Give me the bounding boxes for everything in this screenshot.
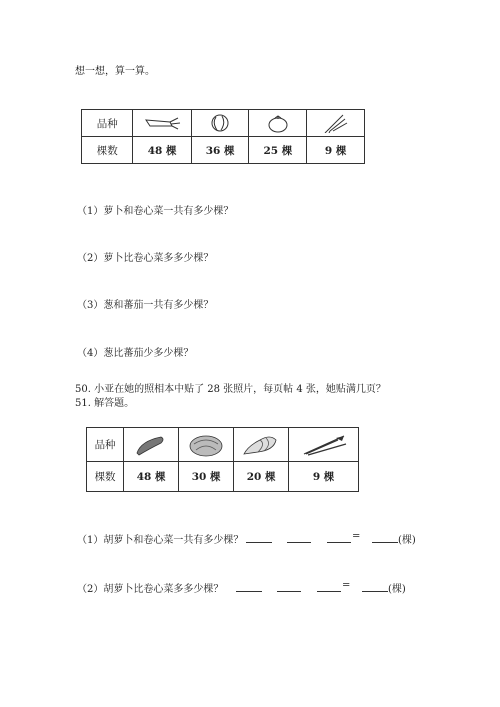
carrot-icon <box>124 428 179 462</box>
equals-sign: = <box>352 531 361 542</box>
question2-2 <box>77 580 223 595</box>
answer-blank[interactable] <box>277 580 301 592</box>
table1-count: 25 棵 <box>249 137 307 164</box>
equals-sign: = <box>342 580 351 591</box>
table2-header-label: 品种 <box>87 428 124 462</box>
question2-1-text: （1）胡萝卜和卷心菜一共有多少棵？ <box>77 535 244 546</box>
question2-1 <box>77 531 243 546</box>
cabbage-icon <box>179 428 234 462</box>
answer-blank[interactable] <box>372 531 398 543</box>
scallion-icon <box>307 110 365 137</box>
question-3: （3）葱和蕃茄一共有多少棵？ <box>77 300 214 311</box>
table1-header-label: 品种 <box>82 110 133 137</box>
scallion-icon <box>289 428 359 462</box>
table1-count: 48 棵 <box>133 137 191 164</box>
unit-label: (棵) <box>398 535 416 546</box>
table2-count: 20 棵 <box>234 462 289 492</box>
answer-blank[interactable] <box>236 580 262 592</box>
answer-blank[interactable] <box>317 580 341 592</box>
vegetable-table-2 <box>86 427 359 492</box>
cabbage-icon <box>191 110 249 137</box>
instruction-text: 想一想，算一算。 <box>75 66 155 77</box>
table1-count: 36 棵 <box>191 137 249 164</box>
vegetable-table-1 <box>81 109 365 164</box>
unit-label: (棵) <box>388 584 406 595</box>
question-1: （1）萝卜和卷心菜一共有多少棵？ <box>77 206 234 217</box>
table1-count-label: 棵数 <box>82 137 133 164</box>
question2-2-text: （2）胡萝卜比卷心菜多多少棵？ <box>77 584 224 595</box>
table2-count-label: 棵数 <box>87 462 124 492</box>
answer-blank[interactable] <box>327 531 351 543</box>
answer-blank[interactable] <box>246 531 272 543</box>
napa-cabbage-icon <box>234 428 289 462</box>
table2-count: 9 棵 <box>289 462 359 492</box>
question-4: （4）葱比蕃茄少多少棵？ <box>77 348 194 359</box>
problem-50: 50. 小亚在她的照相本中贴了 28 张照片，每页帖 4 张，她贴满几页？ <box>75 384 386 395</box>
tomato-icon <box>249 110 307 137</box>
table2-count: 48 棵 <box>124 462 179 492</box>
question-2: （2）萝卜比卷心菜多多少棵？ <box>77 253 214 264</box>
answer-blank[interactable] <box>287 531 311 543</box>
answer-blank[interactable] <box>362 580 388 592</box>
table2-count: 30 棵 <box>179 462 234 492</box>
table1-count: 9 棵 <box>307 137 365 164</box>
problem-51: 51. 解答题。 <box>75 398 135 409</box>
carrot-icon <box>133 110 191 137</box>
